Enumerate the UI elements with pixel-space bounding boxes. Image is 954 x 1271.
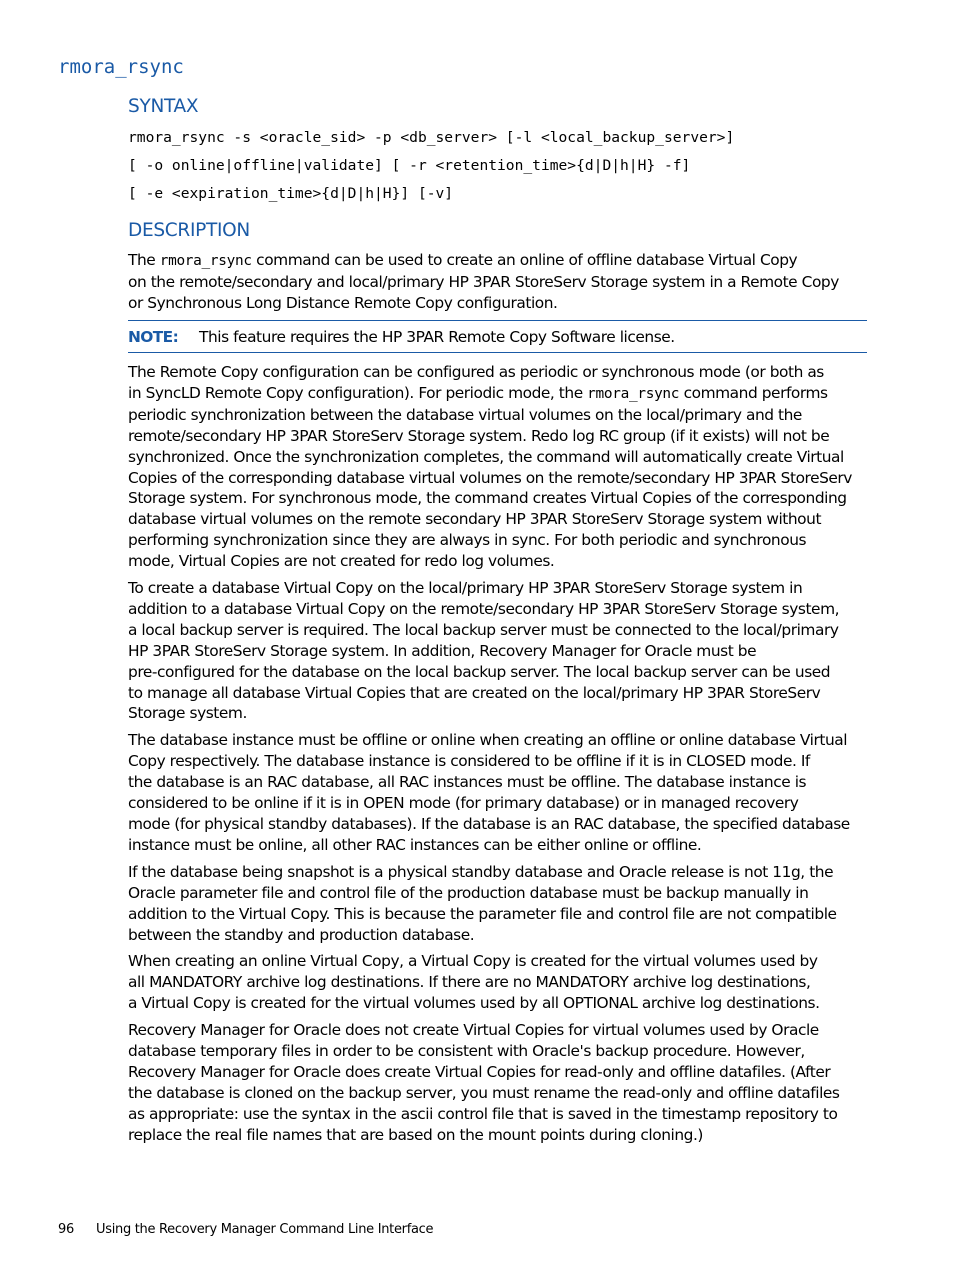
note-text: This feature requires the HP 3PAR Remote Copy Software license. bbox=[199, 328, 675, 346]
note-label: NOTE: bbox=[128, 328, 179, 346]
paragraph-line: Storage system. bbox=[128, 704, 247, 723]
syntax-heading: SYNTAX bbox=[128, 96, 199, 117]
page-footer bbox=[58, 1222, 433, 1237]
syntax-line: [ -o online|offline|validate] [ -r <retention_time>{d|D|h|H} -f] bbox=[128, 157, 691, 174]
paragraph-line: instance must be online, all other RAC instances can be either online or offline. bbox=[128, 835, 702, 854]
intro-line bbox=[128, 250, 868, 272]
paragraph-line: If the database being snapshot is a physical standby database and Oracle release is not 11g, the bbox=[128, 863, 834, 881]
syntax-line: [ -e <expiration_time>{d|D|h|H}] [-v] bbox=[128, 185, 454, 202]
standby-paragraph bbox=[128, 862, 868, 946]
paragraph-line: pre-configured for the database on the local backup server. The local backup server can be used bbox=[128, 662, 831, 681]
paragraph-line: Recovery Manager for Oracle does create Virtual Copies for read-only and offline datafiles. (After bbox=[128, 1062, 831, 1081]
temp-files-paragraph bbox=[128, 1020, 868, 1145]
paragraph-line: addition to a database Virtual Copy on the remote/secondary HP 3PAR StoreServ Storage system, bbox=[128, 599, 840, 618]
syntax-block bbox=[128, 124, 868, 208]
intro-paragraph bbox=[128, 250, 868, 314]
note-box bbox=[128, 320, 867, 353]
paragraph-line: as appropriate: use the syntax in the ascii control file that is saved in the timestamp repository to bbox=[128, 1104, 838, 1123]
local-backup-paragraph bbox=[128, 578, 868, 724]
paragraph-line: HP 3PAR StoreServ Storage system. In addition, Recovery Manager for Oracle must be bbox=[128, 641, 757, 660]
footer-section-title: Using the Recovery Manager Command Line Interface bbox=[96, 1222, 434, 1237]
paragraph-line: mode (for physical standby databases). If the database is an RAC database, the specified database bbox=[128, 814, 850, 833]
text-span: command can be used to create an online of offline database Virtual Copy bbox=[251, 251, 798, 269]
command-title: rmora_rsync bbox=[58, 56, 184, 78]
paragraph-line bbox=[128, 383, 868, 405]
paragraph-line: The database instance must be offline or online when creating an offline or online database Virtual bbox=[128, 731, 848, 749]
paragraph-line: all MANDATORY archive log destinations. If there are no MANDATORY archive log destinations, bbox=[128, 972, 811, 991]
description-heading: DESCRIPTION bbox=[128, 220, 250, 241]
paragraph-line: considered to be online if it is in OPEN mode (for primary database) or in managed recovery bbox=[128, 793, 799, 812]
paragraph-line: to manage all database Virtual Copies that are created on the local/primary HP 3PAR StoreServ bbox=[128, 683, 821, 702]
paragraph-line: Oracle parameter file and control file of the production database must be backup manually in bbox=[128, 883, 809, 902]
instance-paragraph bbox=[128, 730, 868, 855]
paragraph-line: periodic synchronization between the database virtual volumes on the local/primary and the bbox=[128, 405, 802, 424]
paragraph-line: Copy respectively. The database instance is considered to be offline if it is in CLOSED mode. If bbox=[128, 751, 810, 770]
intro-line: or Synchronous Long Distance Remote Copy configuration. bbox=[128, 293, 558, 312]
archive-paragraph bbox=[128, 951, 868, 1014]
text-span: The bbox=[128, 251, 160, 269]
intro-line: on the remote/secondary and local/primary HP 3PAR StoreServ Storage system in a Remote Copy bbox=[128, 272, 839, 291]
paragraph-line: database temporary files in order to be consistent with Oracle's backup procedure. However, bbox=[128, 1041, 805, 1060]
paragraph-line: the database is an RAC database, all RAC instances must be offline. The database instance is bbox=[128, 772, 807, 791]
inline-code: rmora_rsync bbox=[587, 385, 680, 402]
paragraph-line: a Virtual Copy is created for the virtual volumes used by all OPTIONAL archive log destinations. bbox=[128, 993, 820, 1012]
paragraph-line: The Remote Copy configuration can be configured as periodic or synchronous mode (or both as bbox=[128, 363, 824, 381]
paragraph-line: Recovery Manager for Oracle does not create Virtual Copies for virtual volumes used by Oracle bbox=[128, 1021, 819, 1039]
paragraph-line: To create a database Virtual Copy on the local/primary HP 3PAR StoreServ Storage system in bbox=[128, 579, 803, 597]
paragraph-line: Storage system. For synchronous mode, the command creates Virtual Copies of the corresponding bbox=[128, 489, 847, 508]
text-span: command performs bbox=[679, 383, 828, 402]
paragraph-line: the database is cloned on the backup server, you must rename the read-only and offline datafiles bbox=[128, 1083, 840, 1102]
paragraph-line: Copies of the corresponding database virtual volumes on the remote/secondary HP 3PAR StoreServ bbox=[128, 468, 852, 487]
paragraph-line: remote/secondary HP 3PAR StoreServ Storage system. Redo log RC group (if it exists) will not be bbox=[128, 426, 830, 445]
inline-code: rmora_rsync bbox=[159, 253, 252, 269]
paragraph-line: addition to the Virtual Copy. This is because the parameter file and control file are not compatible bbox=[128, 904, 837, 923]
text-span: in SyncLD Remote Copy configuration). For periodic mode, the bbox=[128, 383, 588, 402]
paragraph-line: between the standby and production database. bbox=[128, 925, 475, 944]
paragraph-line: replace the real file names that are based on the mount points during cloning.) bbox=[128, 1125, 703, 1144]
syntax-section bbox=[128, 96, 868, 117]
paragraph-line: synchronized. Once the synchronization completes, the command will automatically create Virtual bbox=[128, 447, 844, 466]
paragraph-line: When creating an online Virtual Copy, a Virtual Copy is created for the virtual volumes used by bbox=[128, 952, 818, 970]
page-number: 96 bbox=[58, 1222, 74, 1237]
paragraph-line: mode, Virtual Copies are not created for redo log volumes. bbox=[128, 552, 555, 571]
remote-copy-paragraph bbox=[128, 362, 868, 572]
syntax-line: rmora_rsync -s <oracle_sid> -p <db_server> [-l <local_backup_server>] bbox=[128, 129, 735, 146]
paragraph-line: database virtual volumes on the remote secondary HP 3PAR StoreServ Storage system without bbox=[128, 510, 822, 529]
description-section bbox=[128, 220, 868, 241]
paragraph-line: a local backup server is required. The local backup server must be connected to the local/primary bbox=[128, 620, 839, 639]
paragraph-line: performing synchronization since they are always in sync. For both periodic and synchronous bbox=[128, 531, 807, 550]
